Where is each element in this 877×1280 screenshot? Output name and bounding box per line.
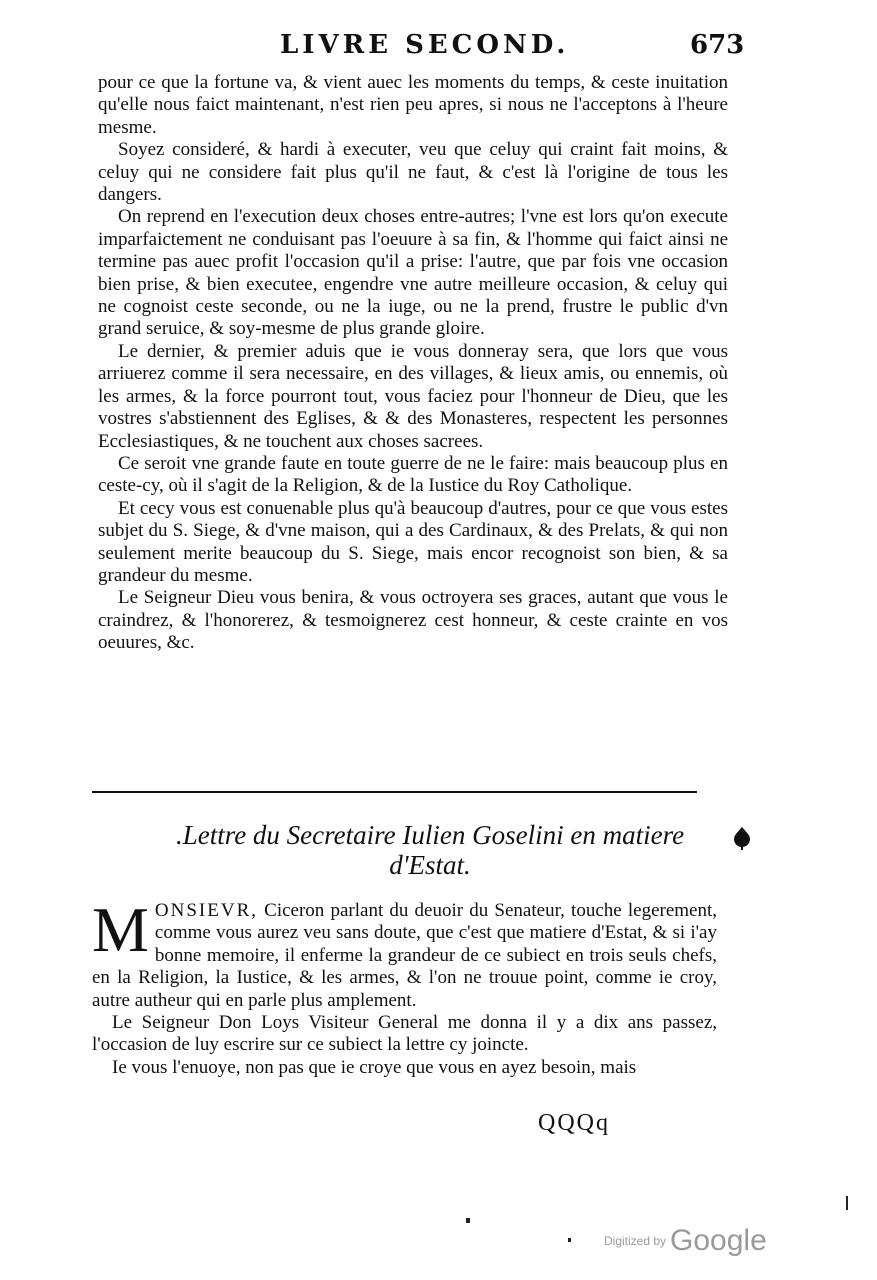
page-number: 673 — [690, 30, 745, 60]
paragraph: pour ce que la fortune va, & vient auec les moments du temps, & ceste inuitation qu'elle nous faict maintenant, n'est rien peu apres, si nous ne l'acceptons à l'heure mesme. — [98, 72, 728, 138]
digitization-watermark — [604, 1224, 767, 1258]
ink-speck — [568, 1238, 571, 1242]
paragraph: Et cecy vous est conuenable plus qu'à beaucoup d'autres, pour ce que vous estes subjet du S. Siege, & d'vne maison, qui a des Cardinaux, & des Prelats, & qui non seulement merite beaucoup du S. Siege, mais encor recognoist son bien, & sa grandeur du mesme. — [98, 497, 728, 586]
paragraph: Ie vous l'enuoye, non pas que ie croye que vous en ayez besoin, mais — [112, 1056, 637, 1078]
paragraph: Le Seigneur Don Loys Visiteur General me donna il y a dix ans passez, l'occasion de luy escrire sur ce subiect la lettre cy joincte. — [92, 1012, 717, 1056]
paragraph: On reprend en l'execution deux choses entre-autres; l'vne est lors qu'on execute imparfaictement ne conduisant pas l'oeuure à sa fin, & l'homme qui faict ainsi ne termine pas auec profit l'occasion qu'il a prise: l'autre, que par fois vne occasion bien prise, & bien executee, engendre vne autre meilleure occasion, & celuy qui ne cognoist ceste seconde, ou ne la iuge, ou ne la prend, frustre le public d'vn grand seruice, & soy-mesme de plus grande gloire. — [98, 206, 728, 340]
fleuron-icon — [732, 826, 752, 850]
paragraph: Le dernier, & premier aduis que ie vous donneray sera, que lors que vous arriuerez comme il sera necessaire, en des villages, & lieux amis, ou ennemis, où les armes, & la force pourront tout, vous faciez pour l'honneur de Dieu, que les vostres s'abstiennent des Eglises, & & des Monasteres, respectent les personnes Ecclesiastiques, & ne touchent aux choses sacrees. — [98, 340, 728, 452]
letter-title-line: .Lettre du Secretaire Iulien Goselini en matiere — [175, 820, 685, 850]
drop-cap: M — [92, 894, 149, 965]
watermark-prefix: Digitized by — [604, 1234, 667, 1248]
letter-opening — [92, 894, 717, 1012]
paragraph: Le Seigneur Dieu vous benira, & vous octroyera ses graces, autant que vous le craindrez, & l'honorerez, & tesmoignerez cest honneur, & ceste crainte en vos oeuures, &c. — [98, 587, 728, 654]
ink-speck — [466, 1218, 470, 1223]
running-head: LIVRE SECOND. — [280, 30, 570, 60]
google-logo: Google — [670, 1224, 767, 1257]
salutation: ONSIEVR, — [154, 900, 258, 921]
paragraph: Ce seroit vne grande faute en toute guerre de ne le faire: mais beaucoup plus en ceste-cy, où il s'agit de la Religion, & de la Iustice du Roy Catholique. — [98, 452, 728, 497]
signature-mark: QQQq — [538, 1110, 610, 1136]
body-text — [98, 72, 728, 655]
section-divider — [92, 791, 697, 793]
letter-title — [120, 820, 740, 880]
opening-text: Ciceron parlant du deuoir du Senateur, touche legerement, comme vous aurez veu sans doute, que c'est que matiere d'Estat, & si i'ay bonne memoire, il enferme la grandeur de ce subiect en trois seuls chefs, en la Religion, la Iustice, & les armes, & l'on ne trouue point, comme ie croy, autre autheur qui en parle plus amplement. — [92, 900, 717, 1011]
paragraph: Soyez consideré, & hardi à executer, veu que celuy qui craint fait moins, & celuy qui ne considere fait plus qu'il ne faut, & c'est là l'origine de tous les dangers. — [98, 139, 728, 206]
letter-body — [92, 894, 717, 1079]
ink-speck — [846, 1196, 848, 1210]
letter-title-line: d'Estat. — [389, 850, 471, 880]
